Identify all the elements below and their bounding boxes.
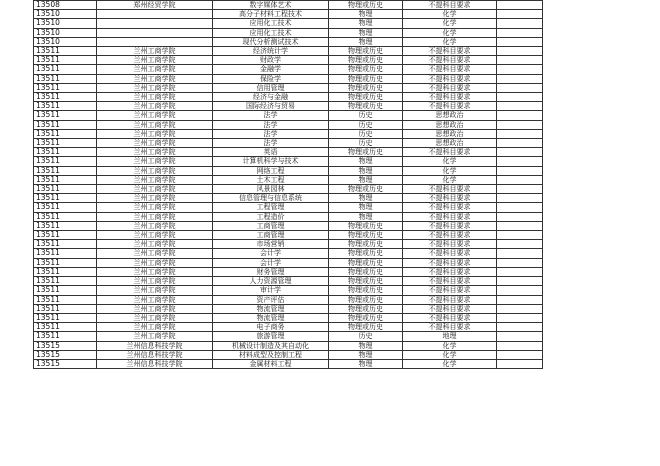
cell-major-name: 经济与金融: [213, 93, 329, 102]
cell-empty: [497, 313, 543, 322]
cell-empty: [497, 129, 543, 138]
cell-institution-code: 13511: [34, 304, 97, 313]
cell-institution-code: 13511: [34, 157, 97, 166]
table-row: [34, 56, 543, 65]
cell-subject-requirement: 不提科目要求: [403, 323, 497, 332]
cell-major-name: 风景园林: [213, 185, 329, 194]
cell-institution-name: 兰州工商学院: [97, 56, 213, 65]
cell-subject-requirement: 思想政治: [403, 139, 497, 148]
table-row: [34, 93, 543, 102]
cell-primary-subject: 物理或历史: [329, 56, 403, 65]
cell-institution-code: 13511: [34, 212, 97, 221]
cell-empty: [497, 28, 543, 37]
cell-empty: [497, 221, 543, 230]
cell-institution-code: 13511: [34, 203, 97, 212]
cell-institution-code: 13511: [34, 258, 97, 267]
cell-institution-name: 兰州工商学院: [97, 212, 213, 221]
cell-primary-subject: 物理或历史: [329, 221, 403, 230]
cell-subject-requirement: 不提科目要求: [403, 56, 497, 65]
cell-institution-name: 兰州工商学院: [97, 249, 213, 258]
cell-primary-subject: 物理: [329, 341, 403, 350]
cell-primary-subject: 物理或历史: [329, 65, 403, 74]
cell-institution-code: 13511: [34, 332, 97, 341]
cell-institution-name: 兰州工商学院: [97, 221, 213, 230]
cell-major-name: 财务管理: [213, 267, 329, 276]
cell-institution-code: 13511: [34, 47, 97, 56]
cell-institution-name: 兰州工商学院: [97, 203, 213, 212]
table-row: [34, 304, 543, 313]
cell-subject-requirement: 不提科目要求: [403, 212, 497, 221]
cell-institution-name: [97, 10, 213, 19]
cell-institution-name: 兰州工商学院: [97, 277, 213, 286]
cell-institution-code: 13511: [34, 221, 97, 230]
cell-empty: [497, 304, 543, 313]
cell-subject-requirement: 化学: [403, 10, 497, 19]
cell-institution-name: 兰州工商学院: [97, 65, 213, 74]
cell-institution-name: 兰州工商学院: [97, 286, 213, 295]
cell-empty: [497, 1, 543, 10]
cell-institution-code: 13511: [34, 111, 97, 120]
cell-subject-requirement: 不提科目要求: [403, 185, 497, 194]
cell-major-name: 工商管理: [213, 231, 329, 240]
cell-primary-subject: 物理或历史: [329, 83, 403, 92]
cell-institution-code: 13511: [34, 120, 97, 129]
cell-primary-subject: 历史: [329, 332, 403, 341]
cell-primary-subject: 物理或历史: [329, 185, 403, 194]
cell-institution-name: 兰州工商学院: [97, 139, 213, 148]
cell-primary-subject: 物理或历史: [329, 277, 403, 286]
table-row: [34, 139, 543, 148]
cell-empty: [497, 203, 543, 212]
cell-major-name: 经济统计学: [213, 47, 329, 56]
table-row: [34, 267, 543, 276]
table-row: [34, 332, 543, 341]
cell-institution-code: 13511: [34, 267, 97, 276]
cell-empty: [497, 37, 543, 46]
cell-institution-code: 13511: [34, 139, 97, 148]
cell-institution-name: 兰州工商学院: [97, 129, 213, 138]
cell-primary-subject: 物理或历史: [329, 47, 403, 56]
cell-subject-requirement: 不提科目要求: [403, 267, 497, 276]
cell-primary-subject: 物理: [329, 203, 403, 212]
cell-institution-name: 兰州工商学院: [97, 240, 213, 249]
cell-institution-name: 兰州工商学院: [97, 166, 213, 175]
cell-empty: [497, 93, 543, 102]
cell-major-name: 物流管理: [213, 304, 329, 313]
cell-empty: [497, 277, 543, 286]
cell-institution-name: 兰州工商学院: [97, 157, 213, 166]
cell-empty: [497, 295, 543, 304]
cell-empty: [497, 19, 543, 28]
cell-institution-name: 兰州工商学院: [97, 295, 213, 304]
cell-primary-subject: 物理: [329, 359, 403, 368]
cell-primary-subject: 物理: [329, 37, 403, 46]
cell-subject-requirement: 化学: [403, 28, 497, 37]
cell-major-name: 网络工程: [213, 166, 329, 175]
cell-subject-requirement: 不提科目要求: [403, 295, 497, 304]
cell-empty: [497, 185, 543, 194]
table-row: [34, 185, 543, 194]
cell-empty: [497, 47, 543, 56]
cell-primary-subject: 物理或历史: [329, 93, 403, 102]
cell-institution-name: 兰州工商学院: [97, 267, 213, 276]
cell-primary-subject: 物理或历史: [329, 295, 403, 304]
cell-subject-requirement: 不提科目要求: [403, 304, 497, 313]
cell-subject-requirement: 化学: [403, 157, 497, 166]
cell-major-name: 法学: [213, 129, 329, 138]
table-row: [34, 203, 543, 212]
cell-major-name: 工程管理: [213, 203, 329, 212]
cell-institution-name: 兰州工商学院: [97, 258, 213, 267]
cell-primary-subject: 物理或历史: [329, 102, 403, 111]
cell-major-name: 机械设计制造及其自动化: [213, 341, 329, 350]
table-row: [34, 111, 543, 120]
cell-primary-subject: 历史: [329, 139, 403, 148]
admission-table: [33, 0, 543, 369]
cell-subject-requirement: 不提科目要求: [403, 148, 497, 157]
cell-major-name: 计算机科学与技术: [213, 157, 329, 166]
cell-subject-requirement: 化学: [403, 19, 497, 28]
table-row: [34, 350, 543, 359]
cell-subject-requirement: 不提科目要求: [403, 203, 497, 212]
cell-empty: [497, 350, 543, 359]
cell-empty: [497, 139, 543, 148]
cell-subject-requirement: 化学: [403, 341, 497, 350]
cell-empty: [497, 148, 543, 157]
cell-primary-subject: 物理或历史: [329, 313, 403, 322]
cell-institution-code: 13510: [34, 28, 97, 37]
cell-primary-subject: 物理或历史: [329, 286, 403, 295]
cell-subject-requirement: 思想政治: [403, 120, 497, 129]
cell-subject-requirement: 化学: [403, 166, 497, 175]
cell-institution-name: 兰州工商学院: [97, 304, 213, 313]
cell-empty: [497, 175, 543, 184]
cell-primary-subject: 历史: [329, 111, 403, 120]
cell-institution-code: 13511: [34, 129, 97, 138]
cell-institution-code: 13510: [34, 37, 97, 46]
cell-major-name: 电子商务: [213, 323, 329, 332]
cell-major-name: 应用化工技术: [213, 28, 329, 37]
cell-primary-subject: 物理: [329, 19, 403, 28]
cell-institution-name: 兰州工商学院: [97, 93, 213, 102]
cell-institution-code: 13511: [34, 65, 97, 74]
table-row: [34, 323, 543, 332]
cell-empty: [497, 166, 543, 175]
cell-empty: [497, 74, 543, 83]
table-row: [34, 120, 543, 129]
table-row: [34, 74, 543, 83]
cell-major-name: 工程造价: [213, 212, 329, 221]
cell-institution-name: 兰州信息科技学院: [97, 350, 213, 359]
cell-primary-subject: 物理或历史: [329, 148, 403, 157]
cell-empty: [497, 249, 543, 258]
cell-primary-subject: 物理或历史: [329, 249, 403, 258]
cell-institution-code: 13515: [34, 350, 97, 359]
table-row: [34, 10, 543, 19]
cell-primary-subject: 物理: [329, 28, 403, 37]
cell-subject-requirement: 不提科目要求: [403, 313, 497, 322]
table-row: [34, 286, 543, 295]
cell-major-name: 法学: [213, 120, 329, 129]
cell-empty: [497, 323, 543, 332]
table-row: [34, 359, 543, 368]
cell-institution-code: 13510: [34, 10, 97, 19]
cell-major-name: 金融学: [213, 65, 329, 74]
cell-empty: [497, 111, 543, 120]
cell-institution-code: 13508: [34, 1, 97, 10]
cell-major-name: 财政学: [213, 56, 329, 65]
cell-subject-requirement: 不提科目要求: [403, 1, 497, 10]
table-row: [34, 37, 543, 46]
cell-institution-name: 兰州工商学院: [97, 323, 213, 332]
cell-primary-subject: 物理或历史: [329, 1, 403, 10]
cell-empty: [497, 267, 543, 276]
cell-primary-subject: 物理: [329, 10, 403, 19]
cell-institution-code: 13511: [34, 102, 97, 111]
cell-institution-name: 兰州工商学院: [97, 313, 213, 322]
table-row: [34, 212, 543, 221]
cell-major-name: 会计学: [213, 258, 329, 267]
cell-institution-name: 兰州工商学院: [97, 83, 213, 92]
table-row: [34, 194, 543, 203]
table-row: [34, 83, 543, 92]
cell-institution-code: 13511: [34, 295, 97, 304]
cell-major-name: 现代分析测试技术: [213, 37, 329, 46]
table-row: [34, 175, 543, 184]
cell-major-name: 工商管理: [213, 221, 329, 230]
cell-empty: [497, 212, 543, 221]
cell-empty: [497, 157, 543, 166]
table-row: [34, 166, 543, 175]
table-row: [34, 148, 543, 157]
cell-institution-name: 兰州工商学院: [97, 111, 213, 120]
cell-primary-subject: 物理或历史: [329, 74, 403, 83]
cell-subject-requirement: 不提科目要求: [403, 102, 497, 111]
cell-subject-requirement: 化学: [403, 37, 497, 46]
cell-primary-subject: 历史: [329, 120, 403, 129]
cell-major-name: 会计学: [213, 249, 329, 258]
cell-empty: [497, 341, 543, 350]
cell-subject-requirement: 化学: [403, 359, 497, 368]
cell-subject-requirement: 思想政治: [403, 111, 497, 120]
table-row: [34, 258, 543, 267]
table-row: [34, 65, 543, 74]
cell-institution-name: 兰州信息科技学院: [97, 341, 213, 350]
cell-primary-subject: 物理: [329, 157, 403, 166]
cell-empty: [497, 10, 543, 19]
cell-institution-code: 13511: [34, 166, 97, 175]
cell-primary-subject: 物理或历史: [329, 304, 403, 313]
cell-major-name: 材料成型及控制工程: [213, 350, 329, 359]
cell-subject-requirement: 不提科目要求: [403, 240, 497, 249]
cell-major-name: 英语: [213, 148, 329, 157]
table-row: [34, 1, 543, 10]
cell-subject-requirement: 化学: [403, 175, 497, 184]
cell-institution-code: 13511: [34, 231, 97, 240]
table-row: [34, 231, 543, 240]
cell-major-name: 人力资源管理: [213, 277, 329, 286]
cell-institution-name: 兰州工商学院: [97, 148, 213, 157]
cell-empty: [497, 231, 543, 240]
cell-subject-requirement: 化学: [403, 350, 497, 359]
cell-major-name: 法学: [213, 111, 329, 120]
cell-major-name: 法学: [213, 139, 329, 148]
cell-subject-requirement: 地理: [403, 332, 497, 341]
cell-institution-code: 13511: [34, 240, 97, 249]
cell-institution-name: 兰州工商学院: [97, 185, 213, 194]
cell-major-name: 信用管理: [213, 83, 329, 92]
table-body: [34, 1, 543, 369]
cell-major-name: 物流管理: [213, 313, 329, 322]
cell-primary-subject: 物理或历史: [329, 231, 403, 240]
cell-institution-name: [97, 19, 213, 28]
cell-institution-code: 13511: [34, 185, 97, 194]
cell-institution-name: 兰州信息科技学院: [97, 359, 213, 368]
cell-subject-requirement: 不提科目要求: [403, 277, 497, 286]
cell-empty: [497, 332, 543, 341]
table-row: [34, 240, 543, 249]
cell-major-name: 信息管理与信息系统: [213, 194, 329, 203]
cell-primary-subject: 物理: [329, 350, 403, 359]
cell-institution-code: 13515: [34, 359, 97, 368]
cell-subject-requirement: 不提科目要求: [403, 74, 497, 83]
table-row: [34, 157, 543, 166]
cell-institution-code: 13511: [34, 249, 97, 258]
cell-empty: [497, 240, 543, 249]
cell-institution-name: 兰州工商学院: [97, 74, 213, 83]
cell-institution-code: 13511: [34, 74, 97, 83]
cell-major-name: 土木工程: [213, 175, 329, 184]
cell-empty: [497, 65, 543, 74]
table-row: [34, 295, 543, 304]
cell-subject-requirement: 不提科目要求: [403, 286, 497, 295]
cell-major-name: 保险学: [213, 74, 329, 83]
cell-institution-code: 13511: [34, 286, 97, 295]
cell-primary-subject: 物理或历史: [329, 258, 403, 267]
cell-major-name: 资产评估: [213, 295, 329, 304]
cell-subject-requirement: 不提科目要求: [403, 83, 497, 92]
cell-major-name: 市场营销: [213, 240, 329, 249]
cell-institution-code: 13511: [34, 277, 97, 286]
cell-institution-name: [97, 37, 213, 46]
cell-institution-name: 兰州工商学院: [97, 47, 213, 56]
cell-institution-code: 13511: [34, 175, 97, 184]
cell-empty: [497, 56, 543, 65]
cell-subject-requirement: 不提科目要求: [403, 231, 497, 240]
cell-subject-requirement: 不提科目要求: [403, 258, 497, 267]
cell-institution-code: 13511: [34, 83, 97, 92]
cell-institution-code: 13510: [34, 19, 97, 28]
cell-institution-name: [97, 28, 213, 37]
cell-institution-name: 兰州工商学院: [97, 194, 213, 203]
table-row: [34, 341, 543, 350]
table-row: [34, 102, 543, 111]
table-row: [34, 277, 543, 286]
cell-primary-subject: 物理或历史: [329, 323, 403, 332]
table-row: [34, 47, 543, 56]
cell-subject-requirement: 不提科目要求: [403, 194, 497, 203]
cell-institution-name: 兰州工商学院: [97, 102, 213, 111]
cell-major-name: 金属材料工程: [213, 359, 329, 368]
cell-major-name: 数字媒体艺术: [213, 1, 329, 10]
cell-empty: [497, 258, 543, 267]
cell-empty: [497, 359, 543, 368]
cell-institution-code: 13511: [34, 93, 97, 102]
cell-empty: [497, 83, 543, 92]
cell-major-name: 高分子材料工程技术: [213, 10, 329, 19]
cell-institution-code: 13511: [34, 194, 97, 203]
cell-institution-code: 13511: [34, 313, 97, 322]
cell-subject-requirement: 不提科目要求: [403, 65, 497, 74]
cell-primary-subject: 物理: [329, 212, 403, 221]
cell-empty: [497, 286, 543, 295]
cell-subject-requirement: 不提科目要求: [403, 93, 497, 102]
cell-institution-code: 13515: [34, 341, 97, 350]
cell-empty: [497, 102, 543, 111]
table-row: [34, 28, 543, 37]
cell-primary-subject: 物理: [329, 175, 403, 184]
cell-subject-requirement: 思想政治: [403, 129, 497, 138]
cell-major-name: 国际经济与贸易: [213, 102, 329, 111]
cell-subject-requirement: 不提科目要求: [403, 221, 497, 230]
cell-empty: [497, 194, 543, 203]
cell-primary-subject: 物理: [329, 166, 403, 175]
cell-primary-subject: 历史: [329, 129, 403, 138]
cell-institution-name: 兰州工商学院: [97, 332, 213, 341]
table-row: [34, 221, 543, 230]
cell-empty: [497, 120, 543, 129]
cell-major-name: 审计学: [213, 286, 329, 295]
cell-institution-code: 13511: [34, 148, 97, 157]
cell-major-name: 旅游管理: [213, 332, 329, 341]
table-row: [34, 19, 543, 28]
cell-institution-code: 13511: [34, 323, 97, 332]
table-row: [34, 313, 543, 322]
cell-primary-subject: 物理或历史: [329, 240, 403, 249]
cell-major-name: 应用化工技术: [213, 19, 329, 28]
cell-institution-code: 13511: [34, 56, 97, 65]
cell-institution-name: 兰州工商学院: [97, 231, 213, 240]
cell-subject-requirement: 不提科目要求: [403, 47, 497, 56]
cell-subject-requirement: 不提科目要求: [403, 249, 497, 258]
table-row: [34, 129, 543, 138]
cell-primary-subject: 物理: [329, 194, 403, 203]
table-row: [34, 249, 543, 258]
cell-primary-subject: 物理或历史: [329, 267, 403, 276]
cell-institution-name: 兰州工商学院: [97, 120, 213, 129]
cell-institution-name: 兰州工商学院: [97, 175, 213, 184]
cell-institution-name: 郑州经贸学院: [97, 1, 213, 10]
